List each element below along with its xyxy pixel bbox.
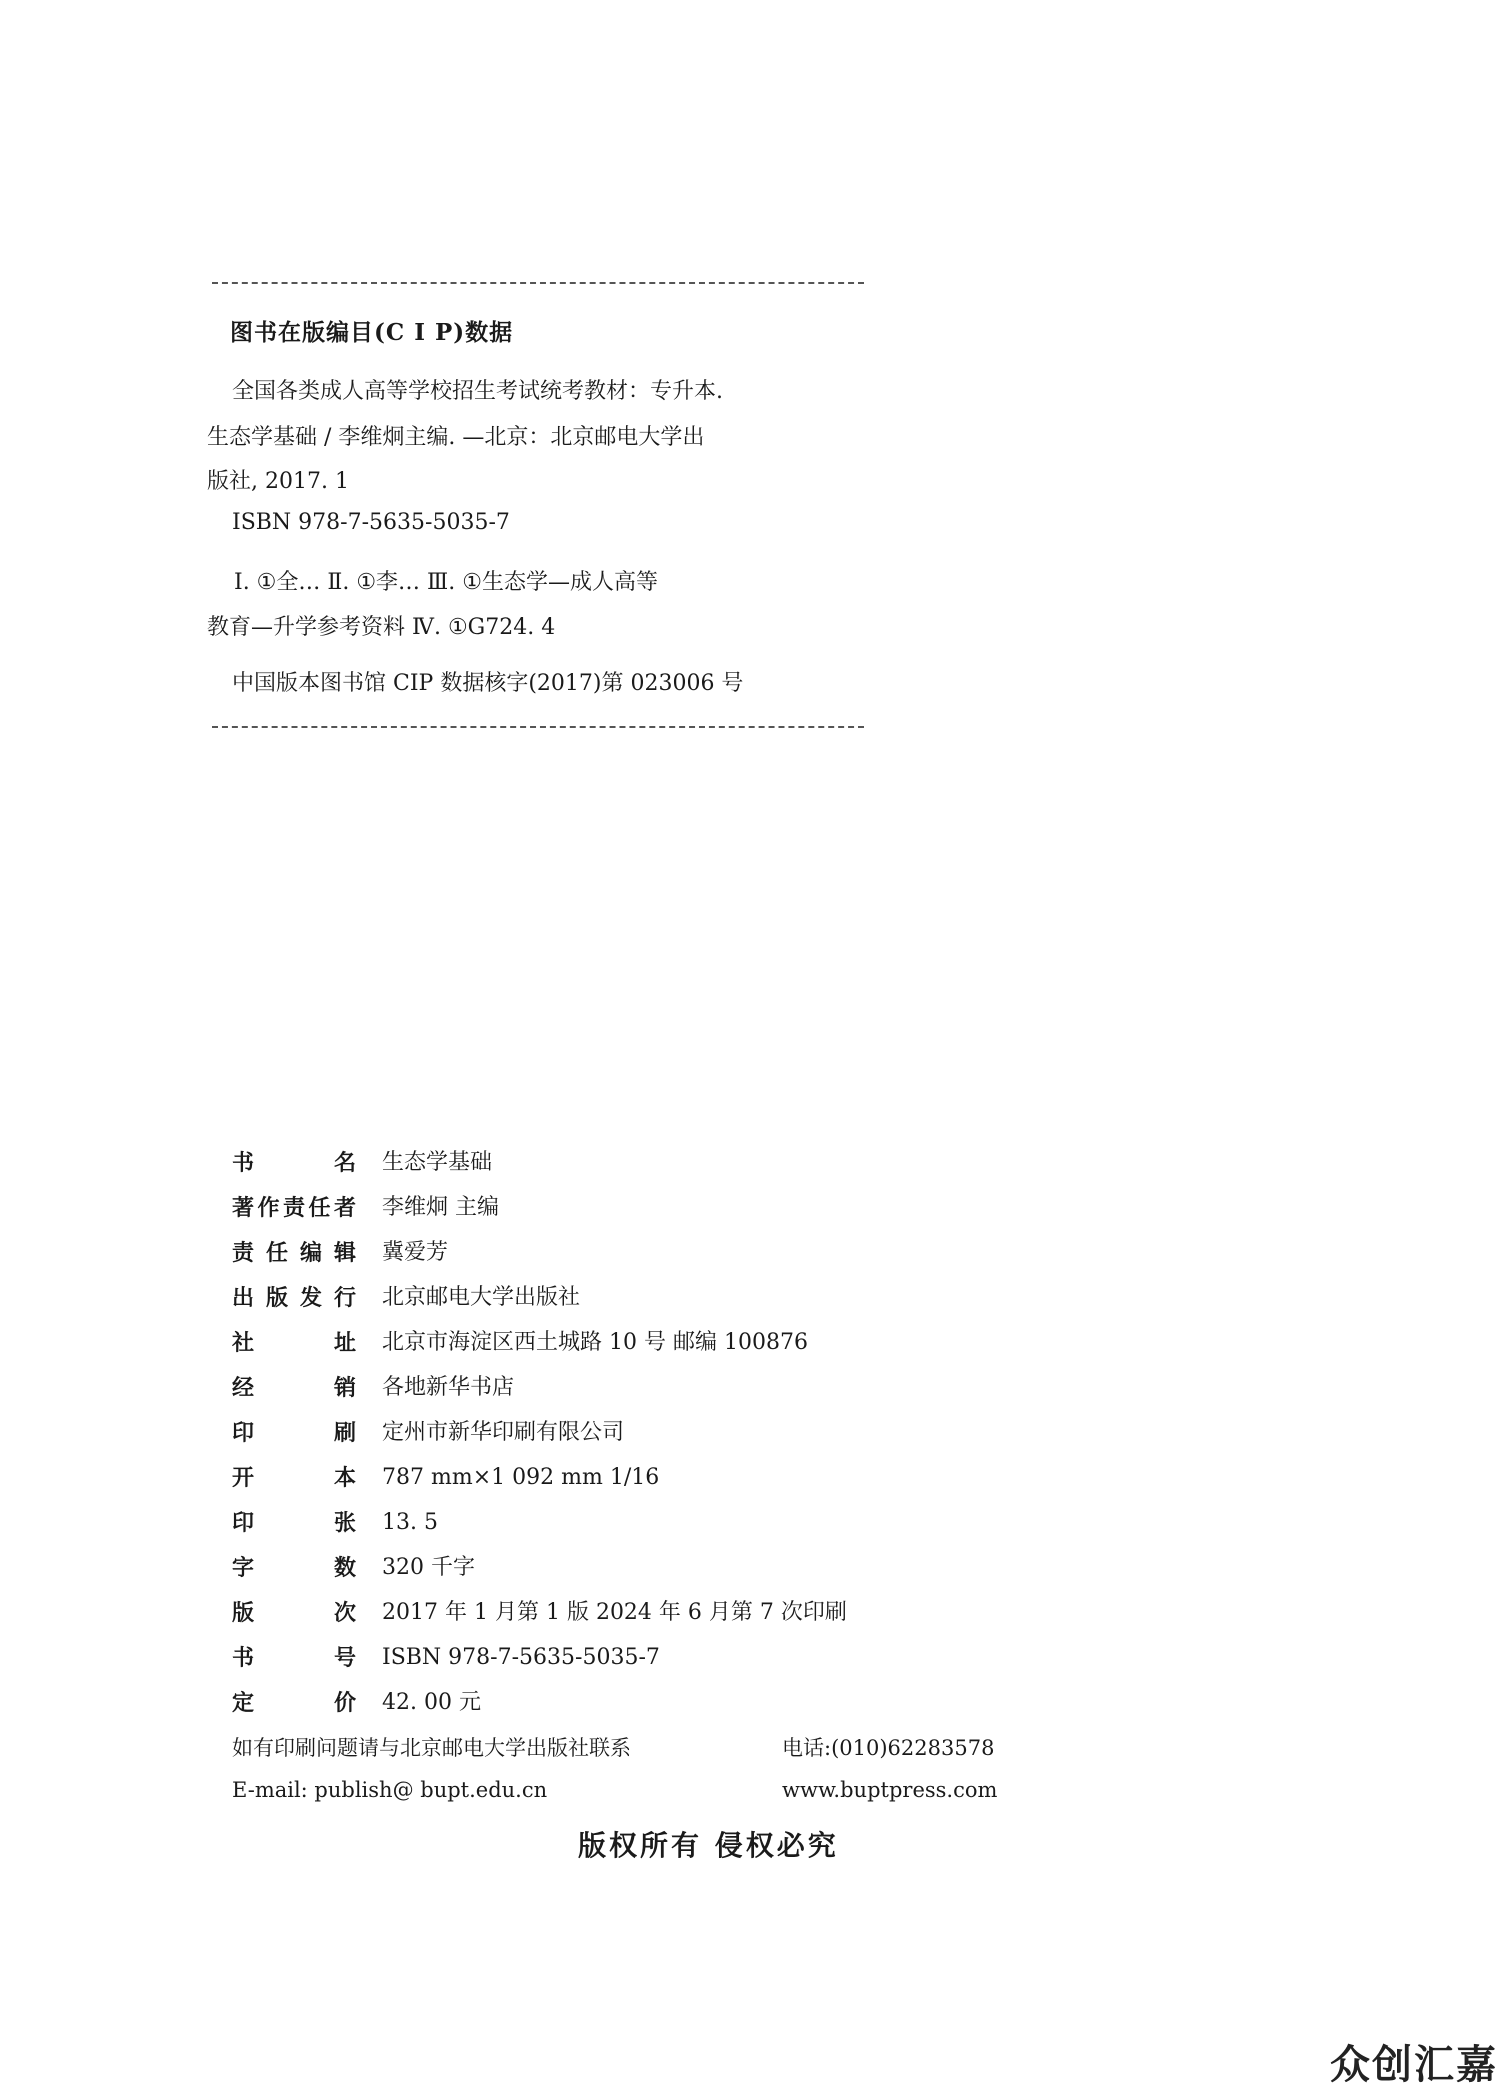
meta-label-char: 印 bbox=[232, 1420, 255, 1446]
meta-label-char: 辑 bbox=[333, 1240, 356, 1266]
meta-label-char: 发 bbox=[299, 1285, 322, 1311]
meta-label-char: 销 bbox=[333, 1375, 356, 1401]
meta-label-char: 编 bbox=[299, 1240, 322, 1266]
meta-label-char: 任 bbox=[308, 1195, 331, 1221]
cip-classification-line-1: Ⅰ. ①全… Ⅱ. ①李… Ⅲ. ①生态学—成人高等 bbox=[234, 570, 658, 595]
meta-label bbox=[232, 1418, 356, 1448]
meta-label-char: 著 bbox=[232, 1195, 255, 1221]
meta-value: ISBN 978-7-5635-5035-7 bbox=[382, 1645, 660, 1670]
watermark-logo: 众创汇嘉 bbox=[1330, 2042, 1498, 2088]
meta-label-char: 址 bbox=[333, 1330, 356, 1356]
meta-label-char: 版 bbox=[265, 1285, 288, 1311]
meta-value: 320 千字 bbox=[382, 1555, 475, 1580]
meta-label bbox=[232, 1688, 356, 1718]
meta-label-char: 刷 bbox=[333, 1420, 356, 1446]
meta-label bbox=[232, 1553, 356, 1583]
meta-label-char: 定 bbox=[232, 1690, 255, 1716]
publisher-website: www.buptpress.com bbox=[782, 1778, 998, 1802]
meta-value: 各地新华书店 bbox=[382, 1375, 515, 1400]
meta-label bbox=[232, 1373, 356, 1403]
meta-label bbox=[232, 1283, 356, 1313]
copyright-notice: 版权所有 侵权必究 bbox=[578, 1829, 839, 1862]
meta-label-char: 责 bbox=[232, 1240, 255, 1266]
meta-label bbox=[232, 1508, 356, 1538]
contact-phone: 电话:(010)62283578 bbox=[782, 1736, 995, 1760]
meta-value: 42. 00 元 bbox=[382, 1690, 481, 1715]
meta-label-char: 作 bbox=[257, 1195, 280, 1221]
meta-value: 北京市海淀区西土城路 10 号 邮编 100876 bbox=[382, 1330, 808, 1355]
meta-label bbox=[232, 1463, 356, 1493]
meta-label-char: 字 bbox=[232, 1555, 255, 1581]
cip-bottom-divider bbox=[212, 726, 864, 728]
contact-email: E-mail: publish@ bupt.edu.cn bbox=[232, 1778, 548, 1802]
meta-label-char: 社 bbox=[232, 1330, 255, 1356]
meta-label-char: 书 bbox=[232, 1150, 255, 1176]
meta-label bbox=[232, 1148, 356, 1178]
meta-value: 北京邮电大学出版社 bbox=[382, 1285, 581, 1310]
meta-value: 生态学基础 bbox=[382, 1150, 493, 1175]
meta-label-char: 本 bbox=[333, 1465, 356, 1491]
cip-line-3: 版社, 2017. 1 bbox=[207, 469, 349, 494]
meta-label-char: 数 bbox=[333, 1555, 356, 1581]
meta-label-char: 任 bbox=[265, 1240, 288, 1266]
meta-label bbox=[232, 1328, 356, 1358]
meta-label-char: 版 bbox=[232, 1600, 255, 1626]
meta-label-char: 出 bbox=[232, 1285, 255, 1311]
meta-label-char: 张 bbox=[333, 1510, 356, 1536]
meta-value: 13. 5 bbox=[382, 1510, 438, 1535]
meta-label-char: 名 bbox=[333, 1150, 356, 1176]
meta-value: 787 mm×1 092 mm 1/16 bbox=[382, 1465, 660, 1490]
meta-label-char: 经 bbox=[232, 1375, 255, 1401]
cip-record-number: 中国版本图书馆 CIP 数据核字(2017)第 023006 号 bbox=[232, 671, 744, 696]
cip-classification-line-2: 教育—升学参考资料 Ⅳ. ①G724. 4 bbox=[207, 615, 556, 640]
cip-top-divider bbox=[212, 282, 864, 284]
meta-label-char: 印 bbox=[232, 1510, 255, 1536]
meta-value: 冀爱芳 bbox=[382, 1240, 449, 1265]
meta-label bbox=[232, 1238, 356, 1268]
cip-line-2: 生态学基础 / 李维炯主编. —北京：北京邮电大学出 bbox=[207, 425, 705, 450]
meta-label-char: 次 bbox=[333, 1600, 356, 1626]
meta-label bbox=[232, 1598, 356, 1628]
meta-label-char: 责 bbox=[282, 1195, 305, 1221]
cip-isbn-line: ISBN 978-7-5635-5035-7 bbox=[232, 510, 510, 535]
meta-label-char: 书 bbox=[232, 1645, 255, 1671]
meta-label-char: 者 bbox=[333, 1195, 356, 1221]
meta-value: 定州市新华印刷有限公司 bbox=[382, 1420, 625, 1445]
cip-title: 图书在版编目(C I P)数据 bbox=[230, 319, 514, 346]
meta-label-char: 行 bbox=[333, 1285, 356, 1311]
meta-value: 2017 年 1 月第 1 版 2024 年 6 月第 7 次印刷 bbox=[382, 1600, 847, 1625]
meta-value: 李维炯 主编 bbox=[382, 1195, 499, 1220]
meta-label-char: 号 bbox=[333, 1645, 356, 1671]
meta-label bbox=[232, 1643, 356, 1673]
cip-line-1: 全国各类成人高等学校招生考试统考教材：专升本. bbox=[232, 379, 723, 404]
meta-label bbox=[232, 1193, 356, 1223]
printing-issue-note: 如有印刷问题请与北京邮电大学出版社联系 bbox=[232, 1736, 631, 1760]
meta-label-char: 开 bbox=[232, 1465, 255, 1491]
meta-label-char: 价 bbox=[333, 1690, 356, 1716]
